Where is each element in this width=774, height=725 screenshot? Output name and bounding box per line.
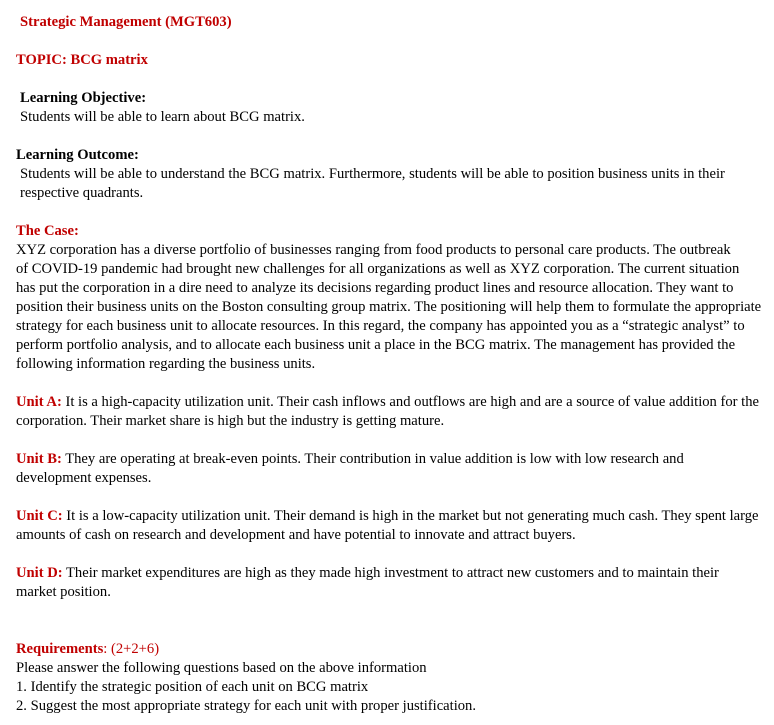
case-line: strategy for each business unit to allocate resources. In this regard, the company has appointed you as a “strategic analyst” to — [16, 318, 745, 334]
case-heading: The Case: — [16, 223, 79, 239]
outcome-heading: Learning Outcome: — [16, 147, 139, 163]
outcome-text: Students will be able to understand the BCG matrix. Furthermore, students will be able to position business units in their respective quadrants. — [20, 166, 725, 201]
unit-c-section — [16, 507, 768, 545]
case-line: following information regarding the business units. — [16, 356, 316, 372]
unit-a-line: It is a high-capacity utilization unit. Their cash inflows and outflows are high and are a source of value addition for the — [65, 394, 759, 410]
unit-c-line: It is a low-capacity utilization unit. Their demand is high in the market but not generating much cash. They spent large — [66, 508, 759, 524]
objective-heading: Learning Objective: — [20, 90, 147, 106]
learning-objective-section — [20, 89, 772, 127]
unit-c-line: amounts of cash on research and development and have potential to innovate and attract buyers. — [16, 527, 576, 543]
unit-d-line: Their market expenditures are high as they made high investment to attract new customers and to maintain their — [66, 565, 719, 581]
unit-d-label: Unit D: — [16, 565, 63, 581]
unit-a-line: corporation. Their market share is high but the industry is getting mature. — [16, 413, 445, 429]
case-line: perform portfolio analysis, and to allocate each business unit a place in the BCG matrix. The management has provided the — [16, 337, 736, 353]
unit-d-section — [16, 564, 768, 602]
requirements-section — [16, 640, 768, 716]
case-line: position their business units on the Boston consulting group matrix. The positioning will help them to formulate the appropriate — [16, 299, 762, 315]
unit-b-line: They are operating at break-even points. Their contribution in value addition is low with low research and — [65, 451, 684, 467]
unit-c-label: Unit C: — [16, 508, 63, 524]
requirements-marks: : (2+2+6) — [103, 641, 160, 657]
learning-outcome-section — [16, 146, 768, 203]
objective-text: Students will be able to learn about BCG matrix. — [20, 109, 305, 125]
case-line: has put the corporation in a dire need to analyze its decisions regarding product lines and resource allocation. They want to — [16, 280, 734, 296]
course-title: Strategic Management (MGT603) — [20, 14, 232, 30]
requirements-heading: Requirements — [16, 641, 104, 657]
requirements-intro: Please answer the following questions based on the above information — [16, 660, 427, 676]
requirement-item: 1. Identify the strategic position of each unit on BCG matrix — [16, 679, 369, 695]
requirement-item: 2. Suggest the most appropriate strategy for each unit with proper justification. — [16, 698, 476, 714]
unit-a-section — [16, 393, 768, 431]
unit-b-label: Unit B: — [16, 451, 62, 467]
case-section — [16, 222, 768, 374]
topic-heading: TOPIC: BCG matrix — [16, 52, 148, 68]
unit-d-line: market position. — [16, 584, 111, 600]
case-line: of COVID-19 pandemic had brought new challenges for all organizations as well as XYZ corporation. The current situation — [16, 261, 740, 277]
unit-b-line: development expenses. — [16, 470, 152, 486]
case-line: XYZ corporation has a diverse portfolio of businesses ranging from food products to personal care products. The outbreak — [16, 242, 731, 258]
unit-b-section — [16, 450, 768, 488]
unit-a-label: Unit A: — [16, 394, 62, 410]
